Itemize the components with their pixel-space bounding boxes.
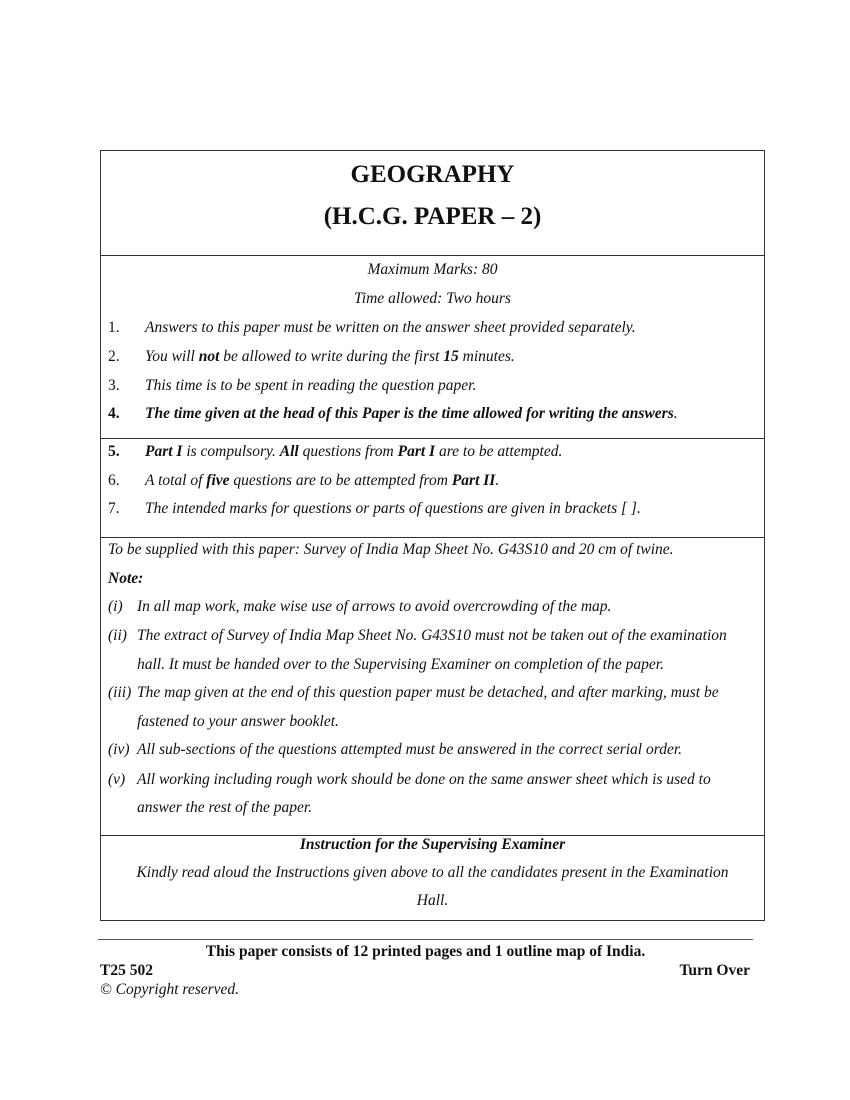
note-number: (ii) [108, 627, 127, 644]
supervisor-text-cont: Hall. [416, 892, 449, 909]
note-text: All sub-sections of the questions attempted must be answered in the correct serial order. [137, 741, 683, 758]
note-text: The extract of Survey of India Map Sheet No. G43S10 must not be taken out of the examination [137, 627, 727, 644]
title-section [101, 151, 764, 256]
footer-divider [98, 939, 753, 940]
item-text: Part I is compulsory. All questions from Part I are to be attempted. [145, 443, 563, 460]
item-number: 3. [108, 377, 120, 394]
item-text: Answers to this paper must be written on the answer sheet provided separately. [145, 319, 636, 336]
item-number: 2. [108, 348, 120, 365]
page-count-note: This paper consists of 12 printed pages and 1 outline map of India. [205, 943, 646, 960]
note-text: fastened to your answer booklet. [137, 713, 339, 730]
item-text: This time is to be spent in reading the question paper. [145, 377, 477, 394]
time-allowed: Time allowed: Two hours [354, 290, 511, 307]
subject-title: GEOGRAPHY [350, 161, 515, 188]
note-label: Note: [108, 570, 144, 587]
copyright: © Copyright reserved. [100, 981, 240, 998]
note-number: (iv) [108, 741, 130, 758]
item-text: A total of five questions are to be attempted from Part II. [145, 472, 500, 489]
item-number: 5. [108, 443, 120, 460]
general-instructions-section [101, 255, 764, 439]
max-marks: Maximum Marks: 80 [367, 261, 498, 278]
paper-code: T25 502 [100, 962, 153, 979]
instructions-box [100, 150, 765, 921]
item-number: 6. [108, 472, 120, 489]
item-number: 4. [108, 405, 120, 422]
note-number: (iii) [108, 684, 132, 701]
note-number: (i) [108, 598, 123, 615]
note-text: answer the rest of the paper. [137, 799, 313, 816]
paper-title: (H.C.G. PAPER – 2) [323, 203, 542, 230]
item-number: 7. [108, 500, 120, 517]
supervisor-heading: Instruction for the Supervising Examiner [299, 836, 566, 853]
note-text: hall. It must be handed over to the Supervising Examiner on completion of the paper. [137, 656, 664, 673]
note-number: (v) [108, 771, 126, 788]
item-text: The intended marks for questions or parts of questions are given in brackets [ ]. [145, 500, 641, 517]
item-text: The time given at the head of this Paper is the time allowed for writing the answers. [145, 405, 678, 422]
paper-instructions-section [101, 438, 764, 538]
item-number: 1. [108, 319, 120, 336]
item-text: You will not be allowed to write during the first 15 minutes. [145, 348, 515, 365]
notes-section [101, 537, 764, 836]
supplied-materials: To be supplied with this paper: Survey of India Map Sheet No. G43S10 and 20 cm of twine. [108, 541, 674, 558]
supervisor-section [101, 835, 764, 922]
supervisor-text: Kindly read aloud the Instructions given above to all the candidates present in the Examination [136, 864, 729, 881]
note-text: All working including rough work should be done on the same answer sheet which is used to [137, 771, 711, 788]
note-text: In all map work, make wise use of arrows to avoid overcrowding of the map. [137, 598, 612, 615]
turn-over: Turn Over [679, 962, 750, 979]
note-text: The map given at the end of this question paper must be detached, and after marking, must be [137, 684, 719, 701]
